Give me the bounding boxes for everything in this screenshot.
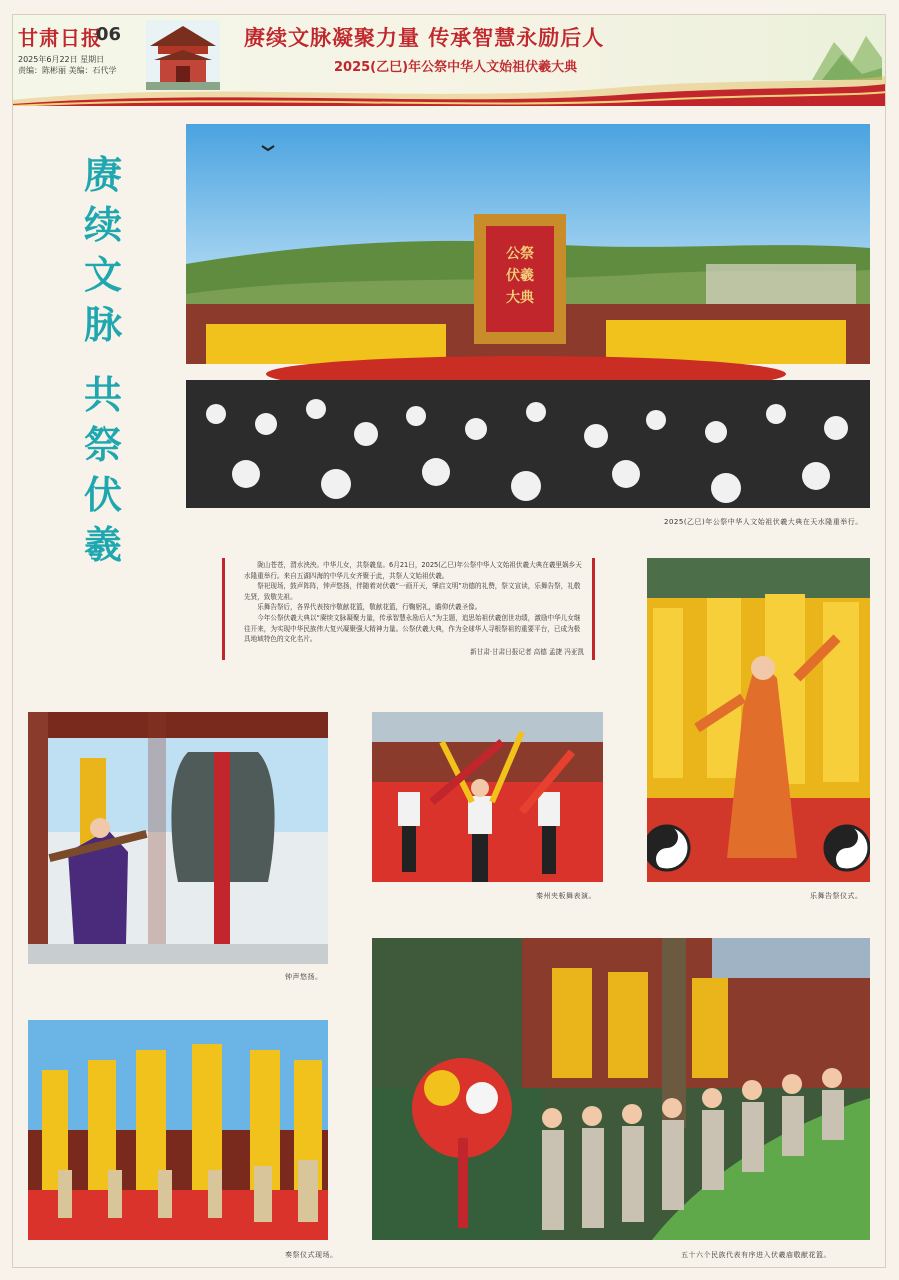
vertical-title-char: 祭 [83,423,122,467]
vertical-title-char: 共 [83,373,122,417]
vertical-title-char: 脉 [83,303,122,347]
editor-credit: 责编：陈彬丽 美编：石代学 [18,66,117,75]
page-number: 06 [96,24,122,45]
article-bar-right [592,558,595,660]
vertical-title-char: 续 [83,203,122,247]
article-body [244,560,584,657]
main-ceremony-photo [186,124,870,508]
flower-basket-photo [372,938,870,1240]
vertical-title [75,150,131,570]
ceremony-photo-caption: 奏祭仪式现场。 [285,1251,338,1259]
vertical-title-char: 羲 [83,523,122,567]
article-paragraph: 乐舞告祭后，各界代表按序敬献花篮，敬献花篮，行鞠躬礼，瞻仰伏羲圣像。 [257,603,482,612]
vertical-title-char: 伏 [83,473,122,517]
dancer-photo [647,558,870,882]
article-paragraph: 陇山苍苍，渭水泱泱。中华儿女，共祭羲皇。6月21日，2025(乙巳)年公祭中华人文始祖伏羲大典在羲里娲乡天水隆重举行。来自五湖四海的中华儿女齐聚于此，共祭人文始祖伏羲。 [244,561,582,580]
monument-text-2: 伏羲 [506,268,534,284]
flower-basket-caption: 五十六个民族代表有序进入伏羲庙敬献花篮。 [681,1251,831,1259]
article-paragraph: 祭祀现场，鼓声阵阵，钟声悠扬，伴随着对伏羲“一画开天，肇启文明”功德的礼赞，祭文宣读，乐舞告祭，礼敬先贤，致敬先祖。 [244,582,581,601]
article [222,558,596,660]
ceremony-photo [28,1020,328,1240]
issue-date: 2025年6月22日 星期日 [18,55,105,64]
drum-dance-photo [372,712,603,882]
article-bar-left [222,558,225,660]
bell-photo [28,712,328,964]
newspaper-logo: 甘肃日报 [18,26,102,50]
vertical-title-char: 文 [83,253,122,297]
page-subline: 2025(乙巳)年公祭中华人文始祖伏羲大典 [334,60,578,75]
article-byline: 新甘肃·甘肃日报记者 高德 孟捷 冯亚凯 [470,647,584,656]
monument-text-3: 大典 [506,290,534,306]
bell-photo-caption: 钟声悠扬。 [285,973,323,981]
monument-text-1: 公祭 [506,246,534,262]
main-photo-caption: 2025(乙巳)年公祭中华人文始祖伏羲大典在天水隆重举行。 [664,518,863,526]
article-paragraph: 今年公祭伏羲大典以“赓续文脉凝聚力量，传承智慧永励后人”为主题，追思始祖伏羲创世功绩，激励中华儿女继往开来，为实现中华民族伟大复兴凝聚强大精神力量。公祭伏羲大典，作为全球华人寻根祭祖的重要平台，已成为极具地域特色的文化名片。 [244,613,581,644]
dancer-photo-caption: 乐舞告祭仪式。 [810,892,863,900]
drum-dance-caption: 秦州夹板舞表演。 [536,892,596,900]
page-headline: 赓续文脉凝聚力量 传承智慧永励后人 [244,26,605,50]
vertical-title-char: 赓 [83,153,122,197]
